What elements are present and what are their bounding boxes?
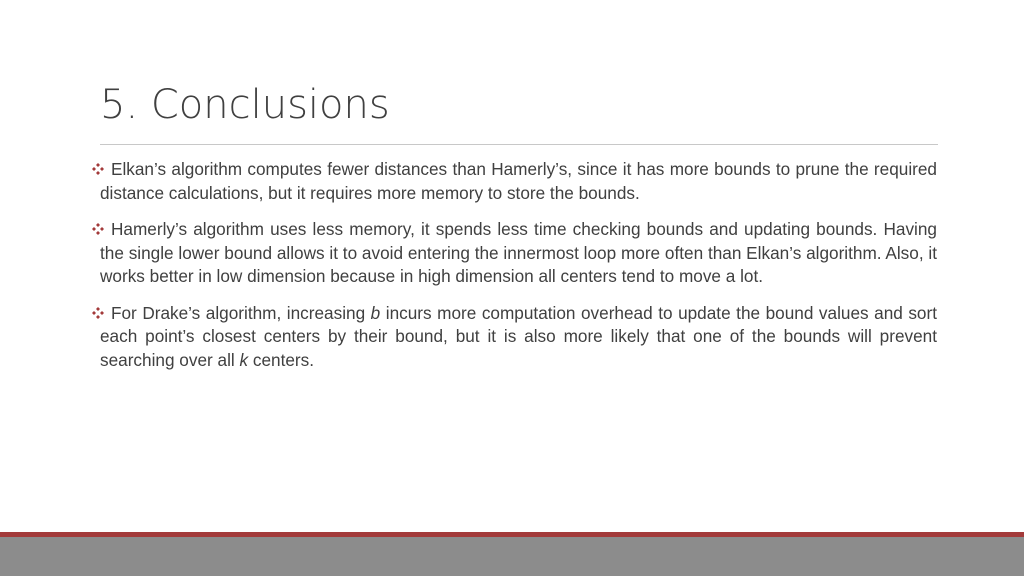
diamond-cluster-icon xyxy=(91,162,105,176)
bullet-item-elkan xyxy=(100,158,937,205)
bullet-list xyxy=(100,158,937,385)
title-divider xyxy=(100,144,938,145)
bullet-item-hamerly xyxy=(100,218,937,289)
diamond-cluster-icon xyxy=(91,222,105,236)
bullet-text: Hamerly’s algorithm uses less memory, it spends less time checking bounds and updating bounds. Having the single lower bound allows it to avoid entering the innermost loop more often than Elkan’s algorithm. Also, it works better in low dimension because in high dimension all centers tend to move a lot. xyxy=(100,219,937,286)
variable-k: k xyxy=(239,349,249,370)
bullet-text: Elkan’s algorithm computes fewer distances than Hamerly’s, since it has more bounds to prune the required distance calculations, but it requires more memory to store the bounds. xyxy=(100,159,937,203)
diamond-cluster-icon xyxy=(91,306,105,320)
bullet-item-drake xyxy=(100,302,937,373)
text-segment: incurs more computation overhead to update the bound values and sort each point’s closest centers by their bound, but it is also more likely that one of the bounds will prevent searching over all xyxy=(100,302,937,370)
footer-bar xyxy=(0,537,1024,576)
text-segment: centers. xyxy=(248,349,314,370)
variable-b: b xyxy=(370,302,381,323)
bullet-text xyxy=(100,303,937,370)
slide-title: 5. Conclusions xyxy=(100,82,390,128)
text-segment: For Drake’s algorithm, increasing xyxy=(111,302,371,323)
